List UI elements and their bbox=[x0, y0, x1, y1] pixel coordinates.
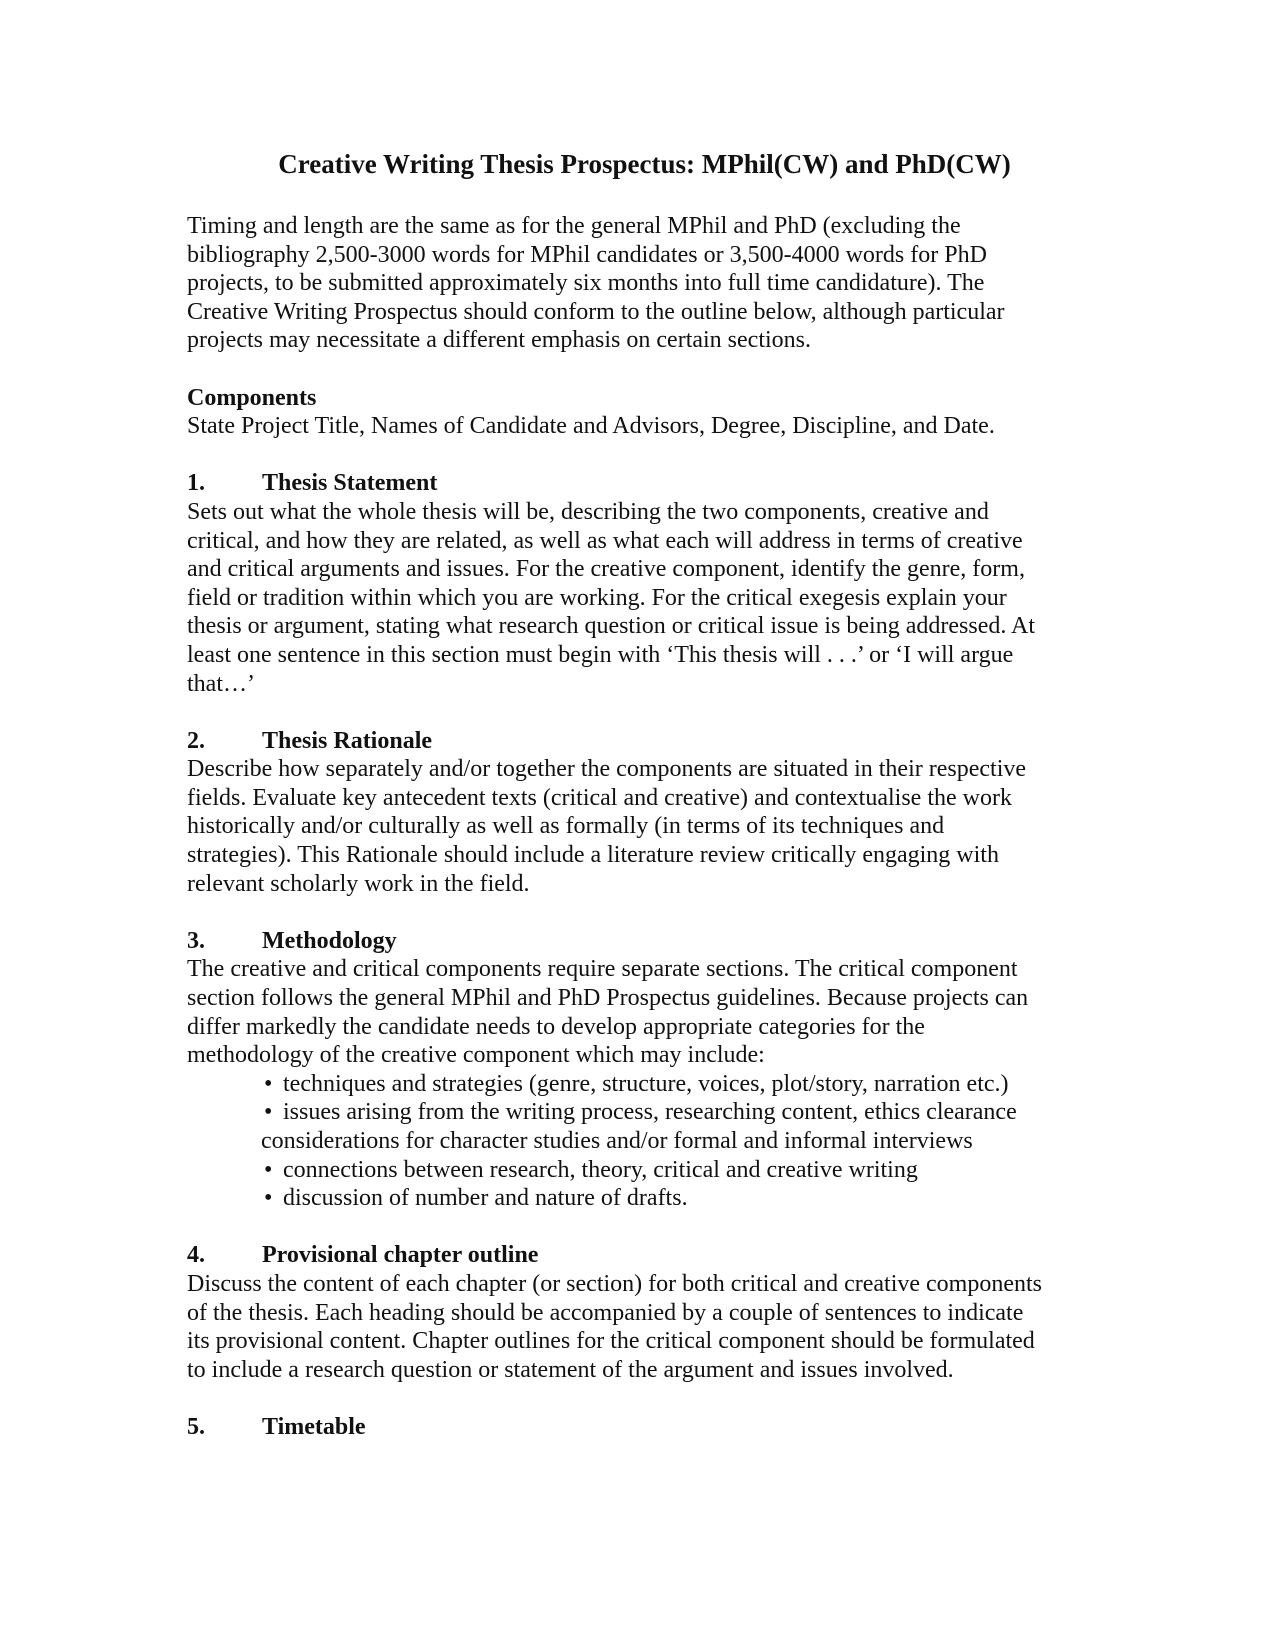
section-paragraph bbox=[187, 1270, 1087, 1384]
list-item bbox=[261, 1184, 1087, 1213]
methodology-bullet-list bbox=[187, 1070, 1087, 1213]
bullet-icon: • bbox=[264, 1099, 273, 1126]
paragraph-line: to include a research question or statement of the argument and issues involved. bbox=[187, 1356, 954, 1383]
section-thesis-statement bbox=[187, 469, 1087, 698]
paragraph-line: that…’ bbox=[187, 670, 255, 697]
section-timetable bbox=[187, 1413, 1087, 1442]
paragraph-line: critical, and how they are related, as well as what each will address in terms of creative bbox=[187, 527, 1023, 554]
section-heading bbox=[187, 927, 1087, 956]
section-methodology bbox=[187, 927, 1087, 1213]
section-title: Timetable bbox=[262, 1413, 366, 1440]
list-item bbox=[261, 1070, 1087, 1099]
bullet-icon: • bbox=[264, 1156, 273, 1183]
intro-line: projects, to be submitted approximately six months into full time candidature). The bbox=[187, 270, 985, 297]
section-provisional-chapter-outline bbox=[187, 1241, 1087, 1384]
section-paragraph bbox=[187, 498, 1087, 698]
section-title: Provisional chapter outline bbox=[262, 1242, 539, 1269]
section-heading bbox=[187, 727, 1087, 756]
intro-paragraph bbox=[187, 212, 1087, 355]
bullet-icon: • bbox=[264, 1070, 273, 1097]
paragraph-line: strategies). This Rationale should include a literature review critically engaging with bbox=[187, 842, 999, 869]
section-thesis-rationale bbox=[187, 727, 1087, 899]
paragraph-line: Sets out what the whole thesis will be, describing the two components, creative and bbox=[187, 498, 989, 525]
section-number: 3. bbox=[187, 927, 205, 954]
bullet-text: connections between research, theory, critical and creative writing bbox=[283, 1156, 918, 1183]
paragraph-line: least one sentence in this section must begin with ‘This thesis will . . .’ or ‘I will argue bbox=[187, 641, 1014, 668]
section-paragraph bbox=[187, 955, 1087, 1069]
section-title: Methodology bbox=[262, 927, 397, 954]
paragraph-line: Discuss the content of each chapter (or section) for both critical and creative components bbox=[187, 1270, 1042, 1297]
paragraph-line: historically and/or culturally as well as formally (in terms of its techniques and bbox=[187, 813, 945, 840]
section-number: 4. bbox=[187, 1242, 205, 1269]
paragraph-line: Describe how separately and/or together the components are situated in their respective bbox=[187, 756, 1027, 783]
section-paragraph bbox=[187, 755, 1087, 898]
section-heading bbox=[187, 1241, 1087, 1270]
document-body bbox=[187, 212, 1087, 1442]
components-text: State Project Title, Names of Candidate and Advisors, Degree, Discipline, and Date. bbox=[187, 413, 995, 440]
intro-line: Timing and length are the same as for the general MPhil and PhD (excluding the bbox=[187, 213, 961, 239]
paragraph-line: field or tradition within which you are working. For the critical exegesis explain your bbox=[187, 584, 1007, 611]
list-item bbox=[261, 1098, 1087, 1155]
section-heading bbox=[187, 469, 1087, 498]
paragraph-line: and critical arguments and issues. For the creative component, identify the genre, form, bbox=[187, 556, 1025, 583]
paragraph-line: its provisional content. Chapter outlines for the critical component should be formulated bbox=[187, 1328, 1035, 1355]
bullet-text: techniques and strategies (genre, structure, voices, plot/story, narration etc.) bbox=[283, 1070, 1009, 1097]
paragraph-line: thesis or argument, stating what research question or critical issue is being addressed. At bbox=[187, 613, 1036, 640]
bullet-text: issues arising from the writing process, researching content, ethics clearance bbox=[283, 1099, 1017, 1126]
components-heading: Components bbox=[187, 384, 317, 411]
section-title: Thesis Statement bbox=[262, 470, 438, 497]
bullet-text-continuation: considerations for character studies and/or formal and informal interviews bbox=[261, 1128, 973, 1154]
components-section bbox=[187, 384, 1087, 441]
paragraph-line: fields. Evaluate key antecedent texts (critical and creative) and contextualise the work bbox=[187, 784, 1012, 811]
paragraph-line: of the thesis. Each heading should be accompanied by a couple of sentences to indicate bbox=[187, 1299, 1024, 1326]
section-number: 5. bbox=[187, 1413, 205, 1440]
intro-line: bibliography 2,500-3000 words for MPhil candidates or 3,500-4000 words for PhD bbox=[187, 241, 987, 268]
section-number: 2. bbox=[187, 727, 205, 754]
bullet-text: discussion of number and nature of drafts. bbox=[283, 1185, 688, 1212]
paragraph-line: The creative and critical components require separate sections. The critical component bbox=[187, 956, 1018, 983]
list-item bbox=[261, 1156, 1087, 1185]
paragraph-line: section follows the general MPhil and PhD Prospectus guidelines. Because projects can bbox=[187, 985, 1029, 1012]
section-number: 1. bbox=[187, 470, 205, 497]
paragraph-line: differ markedly the candidate needs to develop appropriate categories for the bbox=[187, 1013, 925, 1040]
bullet-icon: • bbox=[264, 1185, 273, 1212]
document-title: Creative Writing Thesis Prospectus: MPhil(CW) and PhD(CW) bbox=[278, 149, 1011, 179]
intro-line: projects may necessitate a different emphasis on certain sections. bbox=[187, 327, 811, 354]
section-title: Thesis Rationale bbox=[262, 727, 433, 754]
section-heading bbox=[187, 1413, 1087, 1442]
intro-line: Creative Writing Prospectus should conform to the outline below, although particular bbox=[187, 298, 1005, 325]
paragraph-line: methodology of the creative component which may include: bbox=[187, 1042, 765, 1069]
paragraph-line: relevant scholarly work in the field. bbox=[187, 870, 530, 897]
